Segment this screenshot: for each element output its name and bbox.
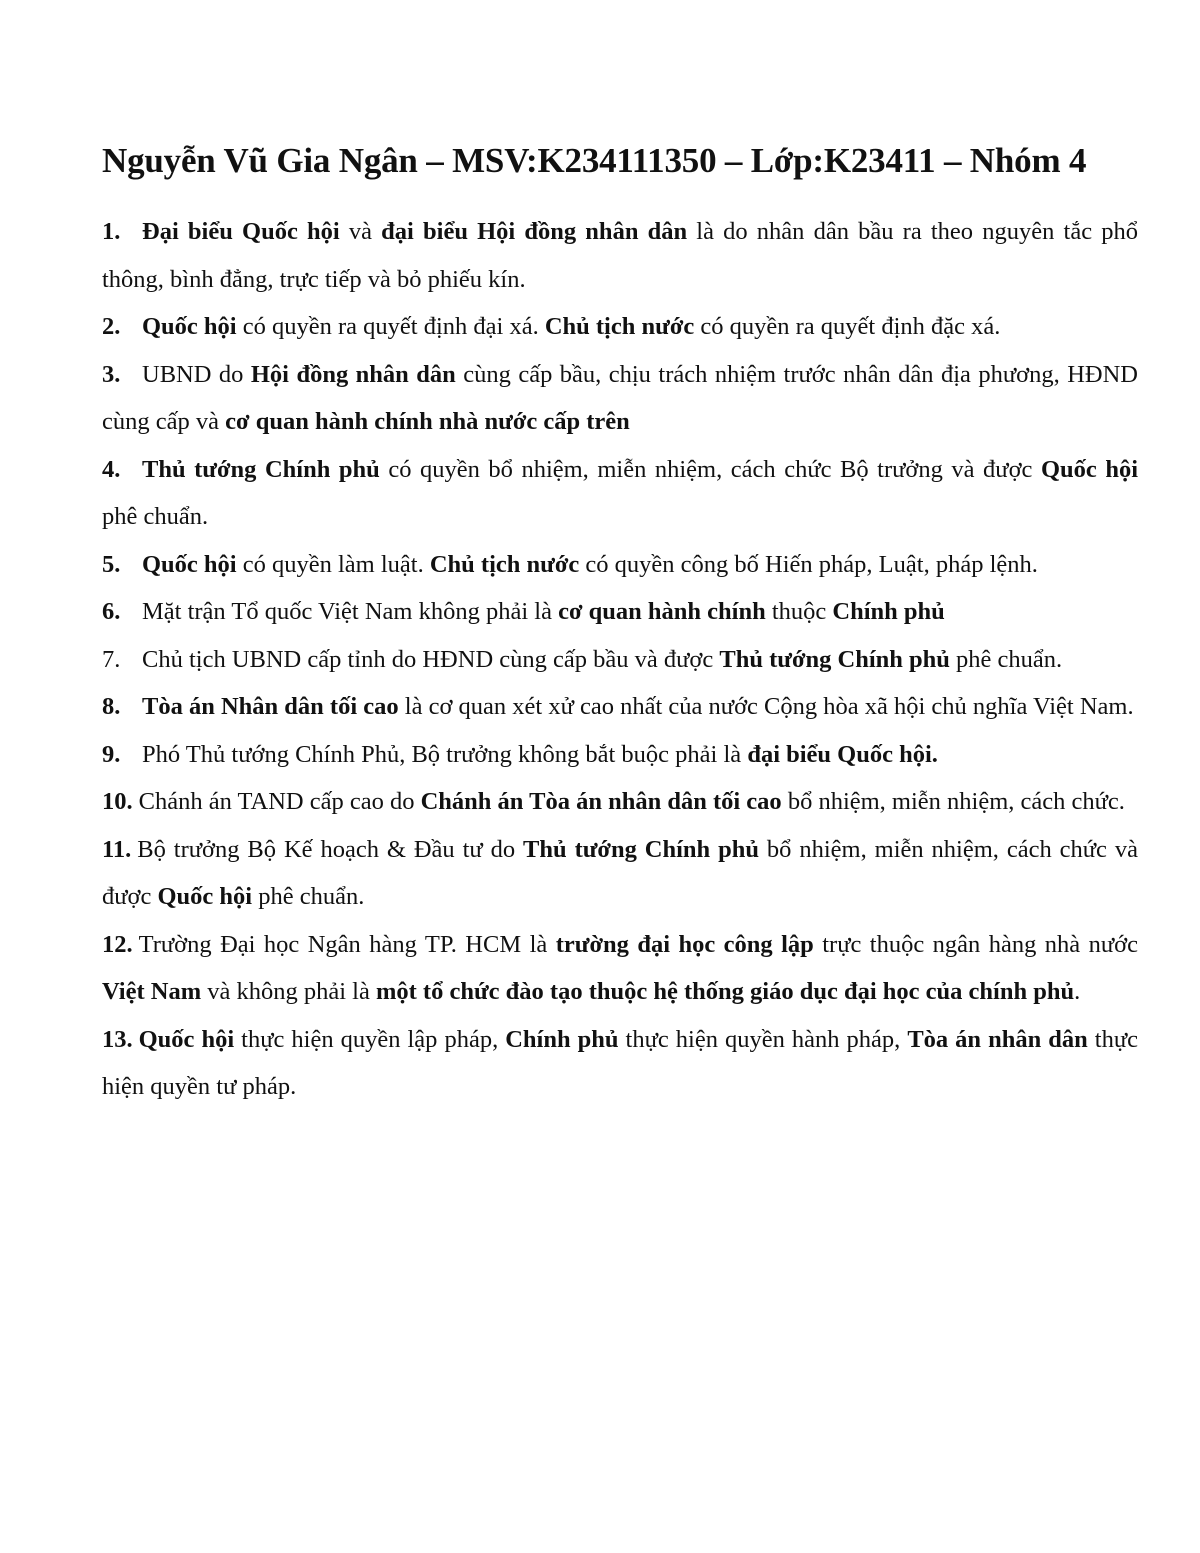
statement-emphasis: Chính phủ (832, 598, 945, 625)
statement-text: UBND do (142, 360, 251, 388)
statement-number: 10. (102, 788, 133, 815)
statement-text: có quyền ra quyết định đặc xá. (694, 313, 1001, 340)
statement-text: . (1074, 978, 1081, 1005)
statement-text: bổ nhiệm, miễn nhiệm, cách chức. (781, 788, 1125, 815)
statement-text: là do nhân dân bầu ra theo nguyên tắc phổ thông, bình đẳng, trực tiếp và bỏ phiếu kín. (102, 218, 1138, 293)
statement-text: Bộ trưởng Bộ Kế hoạch & Đầu tư do (137, 835, 524, 863)
statement-text: thực hiện quyền tư pháp. (102, 1025, 1138, 1100)
statement-text: có quyền công bố Hiến pháp, Luật, pháp lệnh. (579, 550, 1038, 578)
statement-number: 9. (102, 740, 121, 768)
statement-number: 7. (102, 645, 121, 673)
statement-text: Phó Thủ tướng Chính Phủ, Bộ trưởng không bắt buộc phải là (142, 740, 748, 768)
statement-text: phê chuẩn. (252, 883, 365, 910)
statement-text: và không phải là (201, 978, 376, 1005)
statement-emphasis: đại biểu Hội đồng nhân dân (381, 218, 688, 245)
statement-item-2 (102, 303, 1138, 351)
statement-number: 2. (102, 313, 121, 340)
statement-text: có quyền ra quyết định đại xá. (236, 313, 545, 340)
statement-text: phê chuẩn. (102, 503, 209, 530)
statement-text: Chủ tịch UBND cấp tỉnh do HĐND cùng cấp bầu và được (142, 645, 720, 673)
statement-emphasis: Quốc hội (157, 883, 253, 910)
statement-item-13 (102, 1016, 1138, 1111)
statement-item-6 (102, 588, 1138, 636)
statement-emphasis: một tổ chức đào tạo thuộc hệ thống giáo dục đại học của chính phủ (375, 978, 1075, 1005)
statement-item-1 (102, 208, 1138, 303)
statement-text: là cơ quan xét xử cao nhất của nước Cộng hòa xã hội chủ nghĩa Việt Nam. (398, 693, 1134, 720)
statement-emphasis: Chủ tịch nước (429, 550, 580, 578)
statement-text: Trường Đại học Ngân hàng TP. HCM là (138, 930, 556, 958)
statement-emphasis: Thủ tướng Chính phủ (142, 455, 380, 483)
statement-item-11 (102, 826, 1138, 921)
statement-list (102, 208, 1138, 1111)
statement-text: Chánh án TAND cấp cao do (138, 788, 421, 815)
statement-text: thực hiện quyền hành pháp, (618, 1025, 908, 1053)
statement-item-12 (102, 921, 1138, 1016)
statement-text: trực thuộc ngân hàng nhà nước (813, 930, 1138, 958)
statement-emphasis: cơ quan hành chính nhà nước cấp trên (225, 408, 630, 435)
statement-item-10 (102, 778, 1138, 826)
statement-emphasis: Việt Nam (102, 978, 202, 1005)
statement-number: 13. (102, 1025, 133, 1053)
statement-text: cùng cấp bầu, chịu trách nhiệm trước nhân dân địa phương, HĐND cùng cấp và (102, 360, 1138, 435)
statement-text: và (339, 218, 382, 245)
statement-emphasis: Đại biểu Quốc hội (142, 218, 340, 245)
statement-text: Mặt trận Tổ quốc Việt Nam không phải là (142, 598, 559, 625)
statement-item-8 (102, 683, 1138, 731)
statement-number: 6. (102, 598, 121, 625)
statement-number: 11. (102, 835, 132, 863)
statement-emphasis: cơ quan hành chính (558, 598, 766, 625)
statement-emphasis: trường đại học công lập (555, 930, 814, 958)
document-page (102, 136, 1138, 1111)
document-title: Nguyễn Vũ Gia Ngân – MSV:K234111350 – Lớp:K23411 – Nhóm 4 (102, 141, 1087, 180)
statement-emphasis: Tòa án Nhân dân tối cao (142, 693, 399, 720)
statement-item-3 (102, 351, 1138, 446)
statement-emphasis: Chủ tịch nước (544, 313, 695, 340)
statement-number: 12. (102, 930, 133, 958)
statement-emphasis: Quốc hội (1040, 455, 1138, 483)
statement-emphasis: đại biểu Quốc hội. (747, 740, 938, 768)
statement-item-7 (102, 636, 1138, 684)
statement-text: thực hiện quyền lập pháp, (234, 1025, 506, 1053)
statement-number: 4. (102, 455, 121, 483)
statement-number: 8. (102, 693, 121, 720)
statement-emphasis: Thủ tướng Chính phủ (523, 835, 759, 863)
statement-emphasis: Tòa án nhân dân (907, 1025, 1088, 1053)
statement-emphasis: Quốc hội (142, 550, 237, 578)
statement-text: có quyền bổ nhiệm, miễn nhiệm, cách chức Bộ trưởng và được (379, 455, 1041, 483)
statement-item-9 (102, 731, 1138, 779)
statement-emphasis: Chánh án Tòa án nhân dân tối cao (420, 788, 782, 815)
statement-emphasis: Hội đồng nhân dân (250, 360, 456, 388)
statement-emphasis: Chính phủ (505, 1025, 619, 1053)
statement-number: 5. (102, 550, 121, 578)
statement-item-4 (102, 446, 1138, 541)
statement-emphasis: Quốc hội (138, 1025, 235, 1053)
statement-emphasis: Quốc hội (142, 313, 237, 340)
statement-number: 3. (102, 360, 121, 388)
statement-text: thuộc (765, 598, 833, 625)
statement-text: có quyền làm luật. (236, 550, 430, 578)
statement-number: 1. (102, 218, 121, 245)
statement-emphasis: Thủ tướng Chính phủ (719, 645, 950, 673)
statement-item-5 (102, 541, 1138, 589)
statement-text: bổ nhiệm, miễn nhiệm, cách chức và được (102, 835, 1138, 910)
statement-text: phê chuẩn. (949, 645, 1063, 673)
